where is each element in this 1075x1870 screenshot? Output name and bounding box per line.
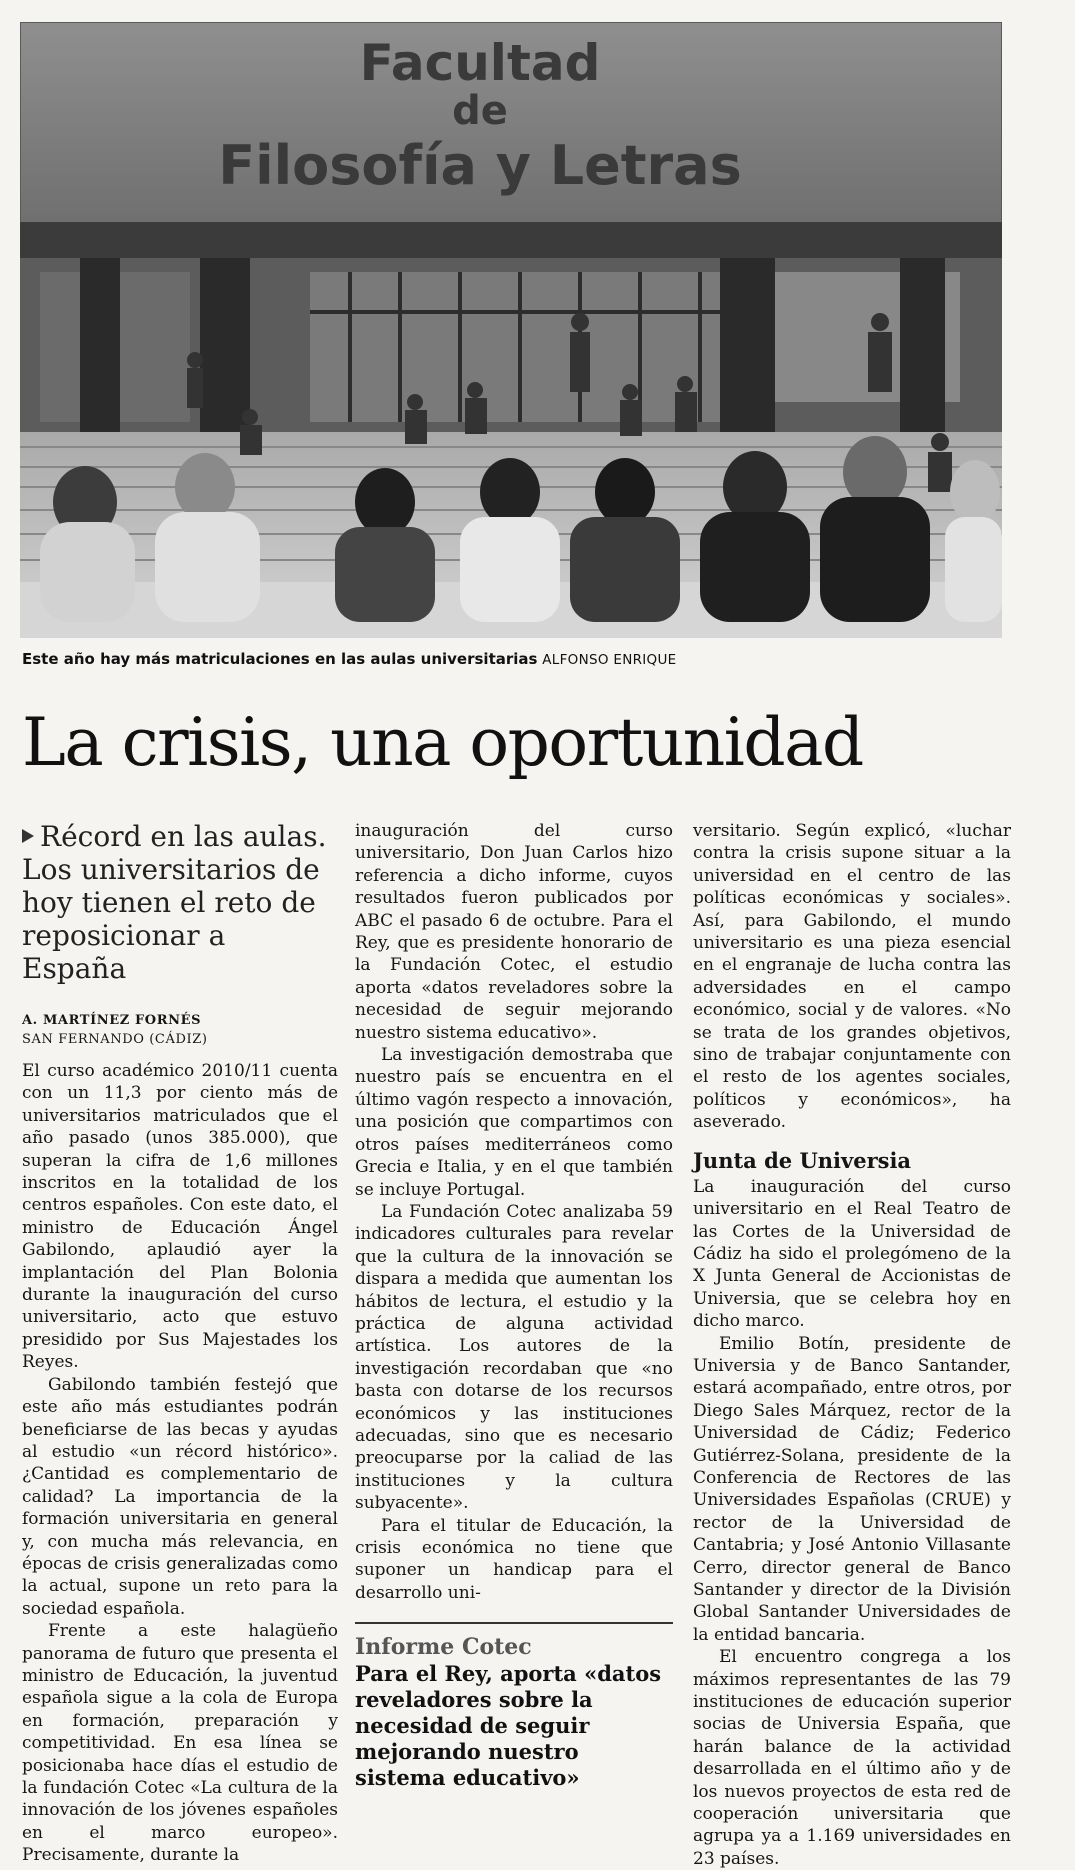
photo-caption xyxy=(22,649,1002,670)
paragraph: La inauguración del curso universitario en el Real Teatro de las Cortes de la Universidad de Cádiz ha sido el prolegómeno de la X Junta General de Accionistas de Universia, que se celebra hoy en dicho marco. xyxy=(693,1176,1011,1332)
sign-line-1: Facultad xyxy=(359,34,601,92)
subheadline xyxy=(22,820,338,985)
paragraph: inauguración del curso universitario, Don Juan Carlos hizo referencia a dicho informe, cuyos resultados fueron publicados por ABC el pasado 6 de octubre. Para el Rey, que es presidente honorario de la Fundación Cotec, el estudio aporta «datos reveladores sobre la necesidad de seguir mejorando nuestro sistema educativo». xyxy=(355,821,673,1043)
paragraph: El curso académico 2010/11 cuenta con un 11,3 por ciento más de universitarios matriculados que el año pasado (unos 385.000), que superan la cifra de 1,6 millones inscritos en la totalidad de los centros españoles. Con este dato, el ministro de Educación Ángel Gabilondo, aplaudió ayer la implantación del Plan Bolonia durante la inauguración del curso universitario, acto que estuvo presidido por Sus Majestades los Reyes. xyxy=(22,1061,338,1373)
paragraph: El encuentro congrega a los máximos representantes de las 79 instituciones de educación superior socias de Universia España, que harán balance de la actividad desarrollada en el último año y de los nuevos proyectos de esta red de cooperación universitaria que agrupa ya a 1.169 universidades en 23 países. xyxy=(693,1647,1011,1869)
subheadline-text: Récord en las aulas. Los universitarios de hoy tienen el reto de reposicionar a España xyxy=(22,820,327,985)
paragraph: Para el titular de Educación, la crisis económica no tiene que suponer un handicap para el desarrollo uni- xyxy=(355,1515,673,1603)
article-column-1 xyxy=(22,820,338,1867)
photo-illustration xyxy=(20,22,1002,638)
highlight-box-quote: Para el Rey, aporta «datos reveladores sobre la necesidad de seguir mejorando nuestro sistema educativo» xyxy=(355,1661,662,1791)
caption-text: Este año hay más matriculaciones en las aulas universitarias xyxy=(22,650,538,668)
headline: La crisis, una oportunidad xyxy=(22,704,863,781)
paragraph: Gabilondo también festejó que este año más estudiantes podrán beneficiarse de las becas y ayudas al estudio «un récord histórico». ¿Cantidad es complementario de calidad? La importancia de la formación universitaria en general y, con mucha más relevancia, en épocas de crisis generalizadas como la actual, supone un reto para la sociedad española. xyxy=(22,1374,338,1619)
paragraph: versitario. Según explicó, «luchar contra la crisis supone situar a la universidad en el centro de las políticas económicas y sociales». Así, para Gabilondo, el mundo universitario es una pieza esencial en el engranaje de lucha contra las adversidades en el campo económico, social y de valores. «No se trata de los grandes objetivos, sino de trabajar conjuntamente con el resto de los agentes sociales, políticos y económicos», ha aseverado. xyxy=(693,821,1011,1133)
paragraph: Emilio Botín, presidente de Universia y de Banco Santander, estará acompañado, entre otros, por Diego Sales Márquez, rector de la Universidad de Cádiz; Federico Gutiérrez-Solana, presidente de la Conferencia de Rectores de las Universidades Españolas (CRUE) y rector de la Universidad de Cantabria; y José Antonio Villasante Cerro, director general de Banco Santander y director de la División Global Santander Universidades de la entidad bancaria. xyxy=(693,1333,1011,1645)
article-column-3 xyxy=(693,820,1011,1870)
dateline: SAN FERNANDO (CÁDIZ) xyxy=(22,1032,208,1047)
highlight-box xyxy=(355,1622,673,1791)
section-heading: Junta de Universia xyxy=(693,1147,912,1173)
paragraph: La investigación demostraba que nuestro país se encuentra en el último vagón respecto a innovación, una posición que compartimos con otros países mediterráneos como Grecia e Italia, y en el que también se incluye Portugal. xyxy=(355,1045,673,1200)
news-photo xyxy=(20,22,1002,638)
triangle-bullet-icon xyxy=(22,829,34,843)
photo-credit: ALFONSO ENRIQUE xyxy=(542,652,677,668)
article-column-2 xyxy=(355,820,673,1791)
paragraph: La Fundación Cotec analizaba 59 indicadores culturales para revelar que la cultura de la innovación se dispara a medida que aumentan los hábitos de lectura, el estudio y la práctica de alguna actividad artística. Los autores de la investigación recordaban que «no basta con dotarse de los recursos económicos y las instituciones adecuadas, sino que es necesario preocuparse por la caliad de las instituciones y la cultura subyacente». xyxy=(355,1201,673,1514)
sign-line-3: Filosofía y Letras xyxy=(218,134,742,197)
sign-line-2: de xyxy=(452,88,508,134)
byline: A. MARTÍNEZ FORNÉS xyxy=(22,1013,202,1028)
highlight-box-title: Informe Cotec xyxy=(355,1634,532,1661)
paragraph: Frente a este halagüeño panorama de futuro que presenta el ministro de Educación, la juventud española sigue a la cola de Europa en formación, preparación y competitividad. En esa línea se posicionaba hace días el estudio de la fundación Cotec «La cultura de la innovación de los jóvenes españoles en el marco europeo». Precisamente, durante la xyxy=(22,1621,338,1866)
